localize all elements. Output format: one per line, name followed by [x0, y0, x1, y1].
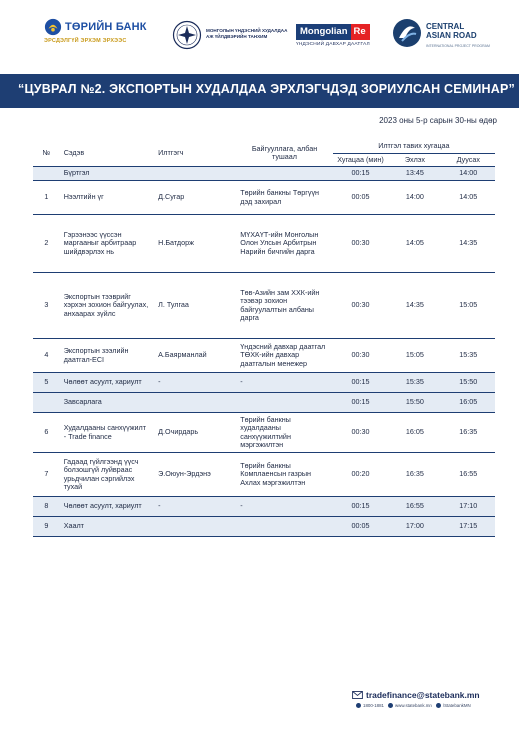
mongolian-re-re: Re — [351, 24, 370, 40]
row-end: 14:35 — [442, 215, 495, 273]
row-duration: 00:30 — [333, 215, 388, 273]
table-row — [33, 339, 495, 373]
state-bank-logo — [44, 18, 152, 56]
header-no: № — [33, 140, 60, 167]
title-bar — [0, 74, 519, 108]
central-asian-road-line2: ASIAN ROAD — [426, 31, 477, 40]
logo-row — [0, 14, 519, 60]
social-icon — [436, 703, 441, 708]
row-organization: - — [236, 497, 333, 517]
row-duration: 00:15 — [333, 497, 388, 517]
header-end: Дуусах — [456, 154, 480, 164]
mongolian-re-logo — [296, 24, 378, 54]
row-speaker: Э.Оюун-Эрдэнэ — [154, 453, 236, 497]
row-end: 16:35 — [442, 413, 495, 453]
row-speaker: - — [154, 373, 236, 393]
page-title: “ЦУВРАЛ №2. ЭКСПОРТЫН ХУДАЛДАА ЭРХЛЭГЧДЭД ЗОРИУЛСАН СЕМИНАР” — [18, 82, 515, 96]
row-duration: 00:15 — [333, 167, 388, 181]
row-topic: Экспортын тээврийг хэрхэн зохион байгуулах, анхаарах зүйлс — [60, 273, 154, 339]
mongolian-re-tagline: ҮНДЭСНИЙ ДАВХАР ДААТГАЛ — [296, 42, 370, 47]
row-topic: Бүртгэл — [60, 167, 154, 181]
row-organization — [236, 517, 333, 537]
row-topic: Худалдааны санхүүжилт - Trade finance — [60, 413, 154, 453]
row-end: 15:05 — [442, 273, 495, 339]
row-speaker: А.Баярманлай — [154, 339, 236, 373]
event-date: 2023 оны 5-р сарын 30-ны өдөр — [379, 116, 497, 125]
header-duration: Хугацаа (мин) — [337, 154, 384, 164]
row-no: 2 — [33, 215, 60, 273]
table-row — [33, 273, 495, 339]
table-row — [33, 181, 495, 215]
row-no: 9 — [33, 517, 60, 537]
row-duration: 00:30 — [333, 273, 388, 339]
row-speaker — [154, 393, 236, 413]
row-topic: Нээлтийн үг — [60, 181, 154, 215]
row-start: 16:35 — [388, 453, 441, 497]
chamber-name: МОНГОЛЫН ҮНДЭСНИЙ ХУДАЛДАА АЖ ҮЙЛДВЭРИЙН ТАНХИМ — [206, 28, 288, 39]
row-start: 14:00 — [388, 181, 441, 215]
row-no: 5 — [33, 373, 60, 393]
row-topic: Хаалт — [60, 517, 154, 537]
row-speaker: - — [154, 497, 236, 517]
globe-icon — [388, 703, 393, 708]
row-organization — [236, 167, 333, 181]
row-end: 16:05 — [442, 393, 495, 413]
central-asian-road-logo — [392, 16, 502, 56]
row-organization: Үндэсний давхар даатгал ТӨХК-ийн давхар даатгалын менежер — [236, 339, 333, 373]
table-row — [33, 167, 495, 181]
header-speaker: Илтгэгч — [154, 140, 236, 167]
row-speaker: Л. Тулгаа — [154, 273, 236, 339]
row-speaker — [154, 167, 236, 181]
central-asian-road-line1: CENTRAL — [426, 22, 465, 31]
row-no — [33, 393, 60, 413]
row-end: 15:50 — [442, 373, 495, 393]
row-duration: 00:05 — [333, 517, 388, 537]
row-start: 14:35 — [388, 273, 441, 339]
chamber-seal-icon — [172, 20, 202, 50]
row-no: 8 — [33, 497, 60, 517]
agenda-table — [33, 140, 495, 537]
row-no: 3 — [33, 273, 60, 339]
row-duration: 00:30 — [333, 413, 388, 453]
row-topic: Гэрээнээс үүссэн маргааныг арбитраар шийдвэрлэх нь — [60, 215, 154, 273]
row-topic: Чөлөөт асуулт, хариулт — [60, 497, 154, 517]
row-organization: Төрийн банкны Комплаенсын газрын Ахлах мэргэжилтэн — [236, 453, 333, 497]
row-duration: 00:20 — [333, 453, 388, 497]
email-icon — [352, 691, 363, 699]
mongolian-re-word: Mongolian — [296, 24, 351, 40]
row-organization: Төрийн банкны худалдааны санхүүжилтийн мэргэжилтэн — [236, 413, 333, 453]
header-organization: Байгууллага, албан тушаал — [236, 140, 333, 167]
row-speaker: Н.Батдорж — [154, 215, 236, 273]
footer-contacts — [352, 690, 502, 712]
table-header-row — [33, 140, 495, 153]
table-row — [33, 453, 495, 497]
row-end: 17:15 — [442, 517, 495, 537]
header-topic: Сэдэв — [60, 140, 154, 167]
row-duration: 00:30 — [333, 339, 388, 373]
table-row — [33, 413, 495, 453]
table-row — [33, 497, 495, 517]
state-bank-emblem-icon — [44, 18, 62, 36]
state-bank-tagline: ЭРСДЭЛГҮЙ ЭРХЭМ ЭРХЭЭС — [44, 38, 127, 44]
row-organization: Төрийн банкны Төргүүн дэд захирал — [236, 181, 333, 215]
row-end: 14:00 — [442, 167, 495, 181]
row-no: 1 — [33, 181, 60, 215]
row-no: 4 — [33, 339, 60, 373]
row-topic: Чөлөөт асуулт, хариулт — [60, 373, 154, 393]
footer-social[interactable]: /StatebankMN — [442, 703, 471, 708]
row-end: 17:10 — [442, 497, 495, 517]
state-bank-name: ТӨРИЙН БАНК — [65, 21, 147, 33]
row-duration: 00:05 — [333, 181, 388, 215]
row-topic: Гадаад гүйлгээнд үүсч болзошгүй луйврааc урьдчилан сэргийлэх тухай — [60, 453, 154, 497]
row-speaker — [154, 517, 236, 537]
row-start: 15:05 — [388, 339, 441, 373]
row-duration: 00:15 — [333, 373, 388, 393]
table-row — [33, 393, 495, 413]
footer-email[interactable]: tradefinance@statebank.mn — [366, 690, 480, 700]
header-start: Эхлэх — [404, 154, 425, 164]
chamber-logo — [172, 18, 290, 56]
central-asian-road-emblem-icon — [392, 18, 422, 48]
row-organization: Төв-Азийн зам ХХК-ийн тээвэр зохион байгуулалтын албаны дарга — [236, 273, 333, 339]
central-asian-road-sub: INTERNATIONAL PROJECT PROGRAM — [426, 44, 490, 48]
row-start: 15:35 — [388, 373, 441, 393]
footer-phone: 1800-1881 — [363, 703, 384, 708]
table-row — [33, 517, 495, 537]
row-start: 14:05 — [388, 215, 441, 273]
row-end: 15:35 — [442, 339, 495, 373]
footer-website[interactable]: www.statebank.mn — [395, 703, 432, 708]
row-speaker: Д.Очирдарь — [154, 413, 236, 453]
row-start: 13:45 — [388, 167, 441, 181]
row-start: 16:05 — [388, 413, 441, 453]
row-no: 7 — [33, 453, 60, 497]
row-organization: - — [236, 373, 333, 393]
row-no — [33, 167, 60, 181]
table-row — [33, 215, 495, 273]
row-start: 16:55 — [388, 497, 441, 517]
row-duration: 00:15 — [333, 393, 388, 413]
row-topic: Экспортын зээлийн даатгал-ECI — [60, 339, 154, 373]
row-end: 14:05 — [442, 181, 495, 215]
row-start: 15:50 — [388, 393, 441, 413]
row-topic: Завсарлага — [60, 393, 154, 413]
row-start: 17:00 — [388, 517, 441, 537]
header-time-group: Илтгэл тавих хугацаа — [333, 140, 495, 153]
row-speaker: Д.Сугар — [154, 181, 236, 215]
phone-icon — [356, 703, 361, 708]
row-organization — [236, 393, 333, 413]
row-organization: МҮХАҮТ-ийн Монголын Олон Улсын Арбитрын Нарийн бичгийн дарга — [236, 215, 333, 273]
row-end: 16:55 — [442, 453, 495, 497]
row-no: 6 — [33, 413, 60, 453]
table-row — [33, 373, 495, 393]
